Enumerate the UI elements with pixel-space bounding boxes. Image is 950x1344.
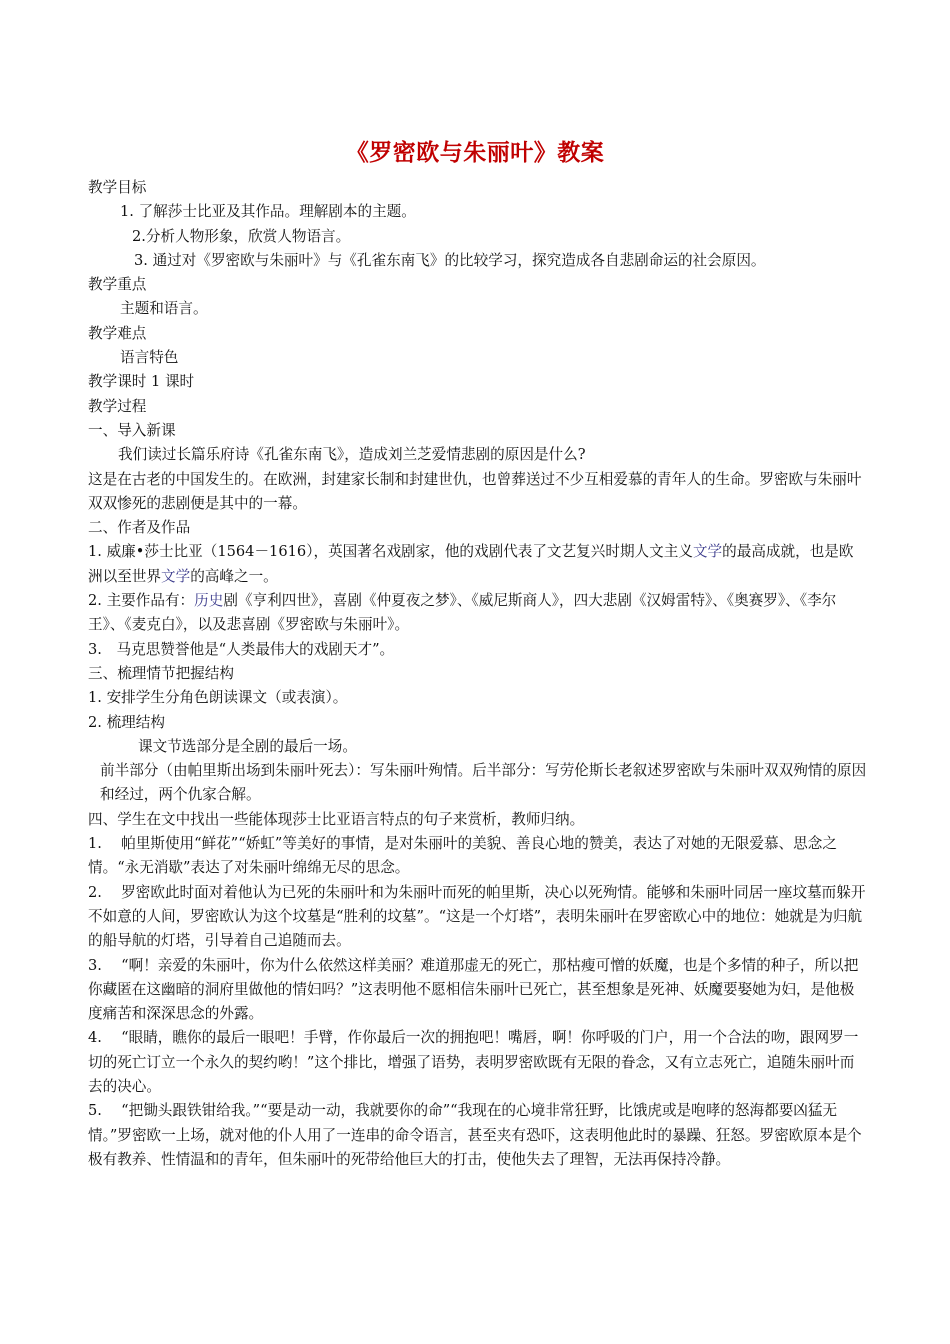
structure-item-1: 1. 安排学生分角色朗读课文（或表演）。 — [88, 689, 348, 707]
key-points-text: 主题和语言。 — [120, 300, 208, 318]
author-item-1 — [88, 540, 868, 589]
heading-key-points: 教学重点 — [88, 276, 147, 294]
intro-question: 我们读过长篇乐府诗《孔雀东南飞》，造成刘兰芝爱情悲剧的原因是什么? — [118, 446, 586, 464]
difficulties-text: 语言特色 — [120, 349, 179, 367]
analysis-item-5: 5. “把锄头跟铁钳给我。”“要是动一动，我就要你的命”“我现在的心境非常狂野，比饿虎或是咆哮的怒海都要凶猛无情。”罗密欧一上场，就对他的仆人用了一连串的命令语言，甚至夹有恐吓，这表明他此时的暴躁、狂怒。罗密欧原本是个极有教养、性情温和的青年，但朱丽叶的死带给他巨大的打击，使他失去了理智，无法再保持冷静。 — [88, 1102, 862, 1168]
section-2-heading: 二、作者及作品 — [88, 519, 191, 537]
section-4-heading: 四、学生在文中找出一些能体现莎士比亚语言特点的句子来赏析，教师归纳。 — [88, 810, 585, 828]
heading-difficulties: 教学难点 — [88, 324, 147, 342]
goal-item-3: 3. 通过对《罗密欧与朱丽叶》与《孔雀东南飞》的比较学习，探究造成各自悲剧命运的社会原因。 — [134, 251, 766, 269]
literature-link-2[interactable]: 文学 — [160, 567, 191, 585]
heading-process: 教学过程 — [88, 397, 147, 415]
analysis-item-1: 1. 帕里斯使用“鲜花”“娇虹”等美好的事情，是对朱丽叶的美貌、善良心地的赞美，表达了对她的无限爱慕、思念之情。“永无消歇”表达了对朱丽叶绵绵无尽的思念。 — [88, 835, 837, 877]
author-item-2-text-c: 剧《亨利四世》，喜剧《仲夏夜之梦》、《威尼斯商人》，四大悲剧《汉姆雷特》、《奥赛罗》、《李尔王》、《麦克白》，以及悲喜剧《罗密欧与朱丽叶》。 — [88, 592, 837, 634]
section-1-heading: 一、导入新课 — [88, 421, 176, 439]
author-item-3: 3. 马克思赞誉他是“人类最伟大的戏剧天才”。 — [88, 640, 395, 658]
history-link[interactable]: 历史 — [194, 592, 224, 610]
structure-detail: 前半部分（由帕里斯出场到朱丽叶死去）：写朱丽叶殉情。后半部分：写劳伦斯长老叙述罗密欧与朱丽叶双双殉情的原因和经过，两个仇家合解。 — [100, 762, 867, 804]
analysis-item-4: 4. “眼睛，瞧你的最后一眼吧！手臂，作你最后一次的拥抱吧！嘴唇，啊！你呼吸的门户，用一个合法的吻，跟网罗一切的死亡订立一个永久的契约哟！”这个排比，增强了语势，表明罗密欧既有无限的眷念，又有立志死亡，追随朱丽叶而去的决心。 — [88, 1029, 859, 1095]
structure-item-2: 2. 梳理结构 — [88, 713, 165, 731]
author-item-1-text-a: 1. 威廉•莎士比亚（1564－1616），英国著名戏剧家，他的戏剧代表了文艺复兴时期人文主义 — [88, 543, 693, 561]
intro-paragraph: 这是在古老的中国发生的。在欧洲，封建家长制和封建世仇，也曾葬送过不少互相爱慕的青年人的生命。罗密欧与朱丽叶双双惨死的悲剧便是其中的一幕。 — [88, 470, 862, 512]
goal-item-1: 1. 了解莎士比亚及其作品。理解剧本的主题。 — [120, 203, 416, 221]
goal-item-2: 2.分析人物形象，欣赏人物语言。 — [132, 227, 351, 245]
heading-goals: 教学目标 — [88, 179, 147, 196]
section-3-heading: 三、梳理情节把握结构 — [88, 664, 234, 682]
author-item-1-text-c: 的最高成就，也是欧洲以至世界 — [88, 543, 854, 585]
page-title: 《罗密欧与朱丽叶》教案 — [345, 140, 605, 166]
analysis-item-2: 2. 罗密欧此时面对着他认为已死的朱丽叶和为朱丽叶而死的帕里斯，决心以死殉情。能够和朱丽叶同居一座坟墓而躲开不如意的人间，罗密欧认为这个坟墓是“胜利的坟墓”。“这是一个灯塔”，表明朱丽叶在罗密欧心中的地位：她就是为归航的船导航的灯塔，引导着自己追随而去。 — [88, 883, 866, 950]
structure-note: 课文节选部分是全剧的最后一场。 — [138, 737, 357, 755]
class-hours: 教学课时 1 课时 — [88, 373, 195, 391]
literature-link[interactable]: 文学 — [692, 543, 723, 561]
document-body — [88, 176, 868, 1172]
author-item-2-text-a: 2. 主要作品有： — [88, 592, 195, 610]
author-item-2 — [88, 589, 868, 638]
author-item-1-text-e: 的高峰之一。 — [190, 567, 278, 585]
analysis-item-3: 3. “啊！亲爱的朱丽叶，你为什么依然这样美丽？难道那虚无的死亡，那枯瘦可憎的妖魔，也是个多情的种子，所以把你藏匿在这幽暗的洞府里做他的情妇吗？”这表明他不愿相信朱丽叶已死亡，甚至想象是死神、妖魔要娶她为妇，是他极度痛苦和深深思念的外露。 — [88, 956, 859, 1023]
